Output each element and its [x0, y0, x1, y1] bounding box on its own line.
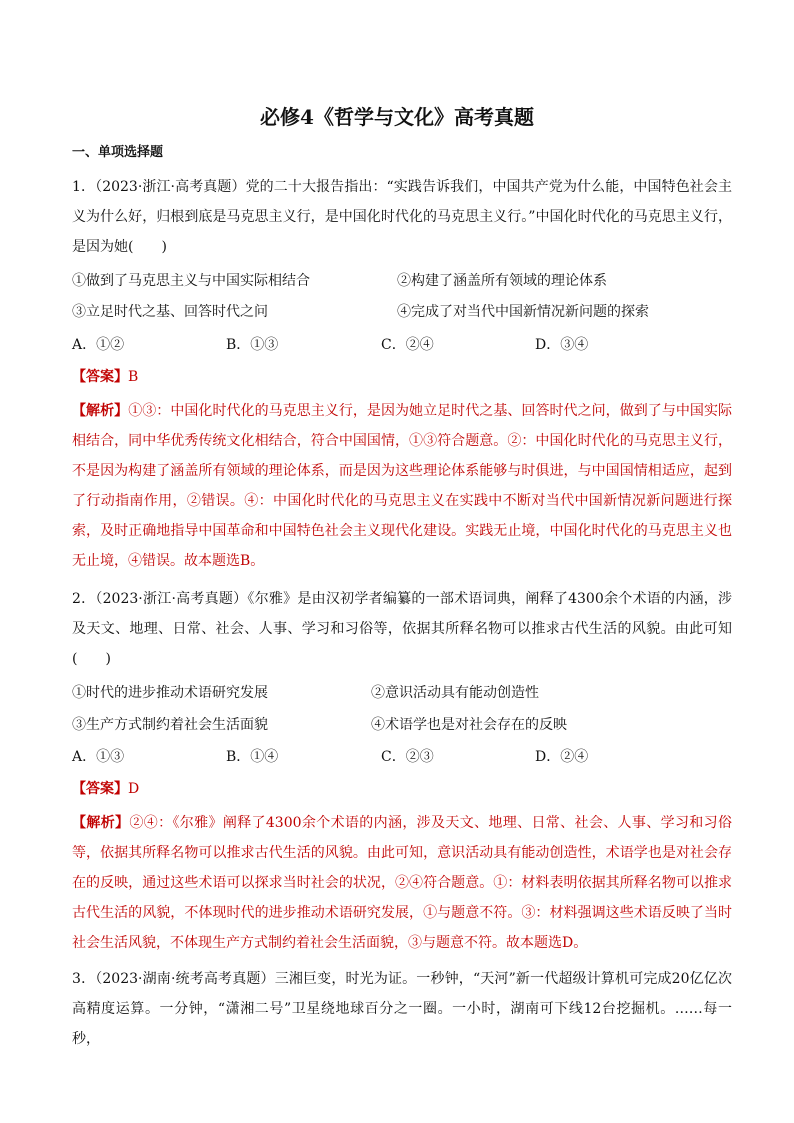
analysis-text: ②④：《尔雅》阐释了4300余个术语的内涵，涉及天文、地理、日常、社会、人事、学习和习俗等，依据其所释名物可以推求古代生活的风貌。由此可知，意识活动具有能动创造性，术语学也是对社会存在的反映，通过这些术语可以探求当时社会的状况，②④符合题意。①：材料表明依据其所释名物可以推求古代生活的风貌，不体现时代的进步推动术语研究发展，①与题意不符。③：材料强调这些术语反映了当时社会生活风貌，不体现生产方式制约着社会生活面貌，③与题意不符。故本题选D。 — [72, 815, 732, 951]
analysis-label: 【解析】 — [72, 815, 130, 831]
q2-option-2: ②意识活动具有能动创造性 — [371, 685, 539, 701]
q1-analysis — [72, 396, 732, 576]
answer-value: D — [128, 781, 140, 797]
q1-choice-c: C．②④ — [381, 337, 434, 353]
answer-value: B — [128, 369, 139, 385]
q1-answer — [72, 366, 138, 388]
q2-option-4: ④术语学也是对社会存在的反映 — [371, 717, 567, 733]
question-3-stem: 3．（2023·湖南·统考高考真题）三湘巨变，时光为证。一秒钟，“天河”新一代超级计算机可完成20亿亿次高精度运算。一分钟，“潇湘二号”卫星绕地球百分之一圈。一小时，湖南可下线12台挖掘机。……每一秒， — [72, 971, 732, 1047]
q1-choice-b: B．①③ — [226, 337, 279, 353]
q2-option-3: ③生产方式制约着社会生活面貌 — [72, 717, 268, 733]
q1-option-2: ②构建了涵盖所有领域的理论体系 — [397, 273, 607, 289]
q2-answer — [72, 778, 139, 800]
q1-choice-d: D．③④ — [535, 337, 589, 353]
question-2-stem: 2．（2023·浙江·高考真题）《尔雅》是由汉初学者编纂的一部术语词典，阐释了4300余个术语的内涵，涉及天文、地理、日常、社会、人事、学习和习俗等，依据其所释名物可以推求古代生活的风貌。由此可知( ) — [72, 591, 732, 667]
analysis-text: ①③：中国化时代化的马克思主义行，是因为她立足时代之基、回答时代之问，做到了与中国实际相结合，同中华优秀传统文化相结合，符合中国国情，①③符合题意。②：中国化时代化的马克思主义行，不是因为构建了涵盖所有领域的理论体系，而是因为这些理论体系能够与时俱进，与中国国情相适应，起到了行动指南作用，②错误。④：中国化时代化的马克思主义在实践中不断对当代中国新情况新问题进行探索，及时正确地指导中国革命和中国特色社会主义现代化建设。实践无止境，中国化时代化的马克思主义也无止境，④错误。故本题选B。 — [72, 403, 733, 569]
section-heading: 一、单项选择题 — [72, 145, 164, 160]
answer-label: 【答案】 — [72, 781, 128, 797]
q2-option-1: ①时代的进步推动术语研究发展 — [72, 685, 268, 701]
q2-analysis — [72, 808, 732, 958]
page-title: 必修4《哲学与文化》高考真题 — [260, 105, 534, 129]
question-1-stem: 1．（2023·浙江·高考真题）党的二十大报告指出：“实践告诉我们，中国共产党为什么能，中国特色社会主义为什么好，归根到底是马克思主义行，是中国化时代化的马克思主义行。”中国化时代化的马克思主义行，是因为她( ) — [72, 179, 732, 255]
q2-choice-c: C．②③ — [381, 749, 434, 765]
q1-choice-a: A．①② — [72, 337, 125, 353]
q2-choice-a: A．①③ — [72, 749, 125, 765]
q2-choice-b: B．①④ — [226, 749, 279, 765]
q1-option-4: ④完成了对当代中国新情况新问题的探索 — [397, 304, 649, 320]
q1-option-3: ③立足时代之基、回答时代之问 — [72, 304, 268, 320]
analysis-label: 【解析】 — [72, 403, 129, 419]
q2-choice-d: D．②④ — [535, 749, 589, 765]
answer-label: 【答案】 — [72, 369, 128, 385]
q1-option-1: ①做到了马克思主义与中国实际相结合 — [72, 273, 310, 289]
